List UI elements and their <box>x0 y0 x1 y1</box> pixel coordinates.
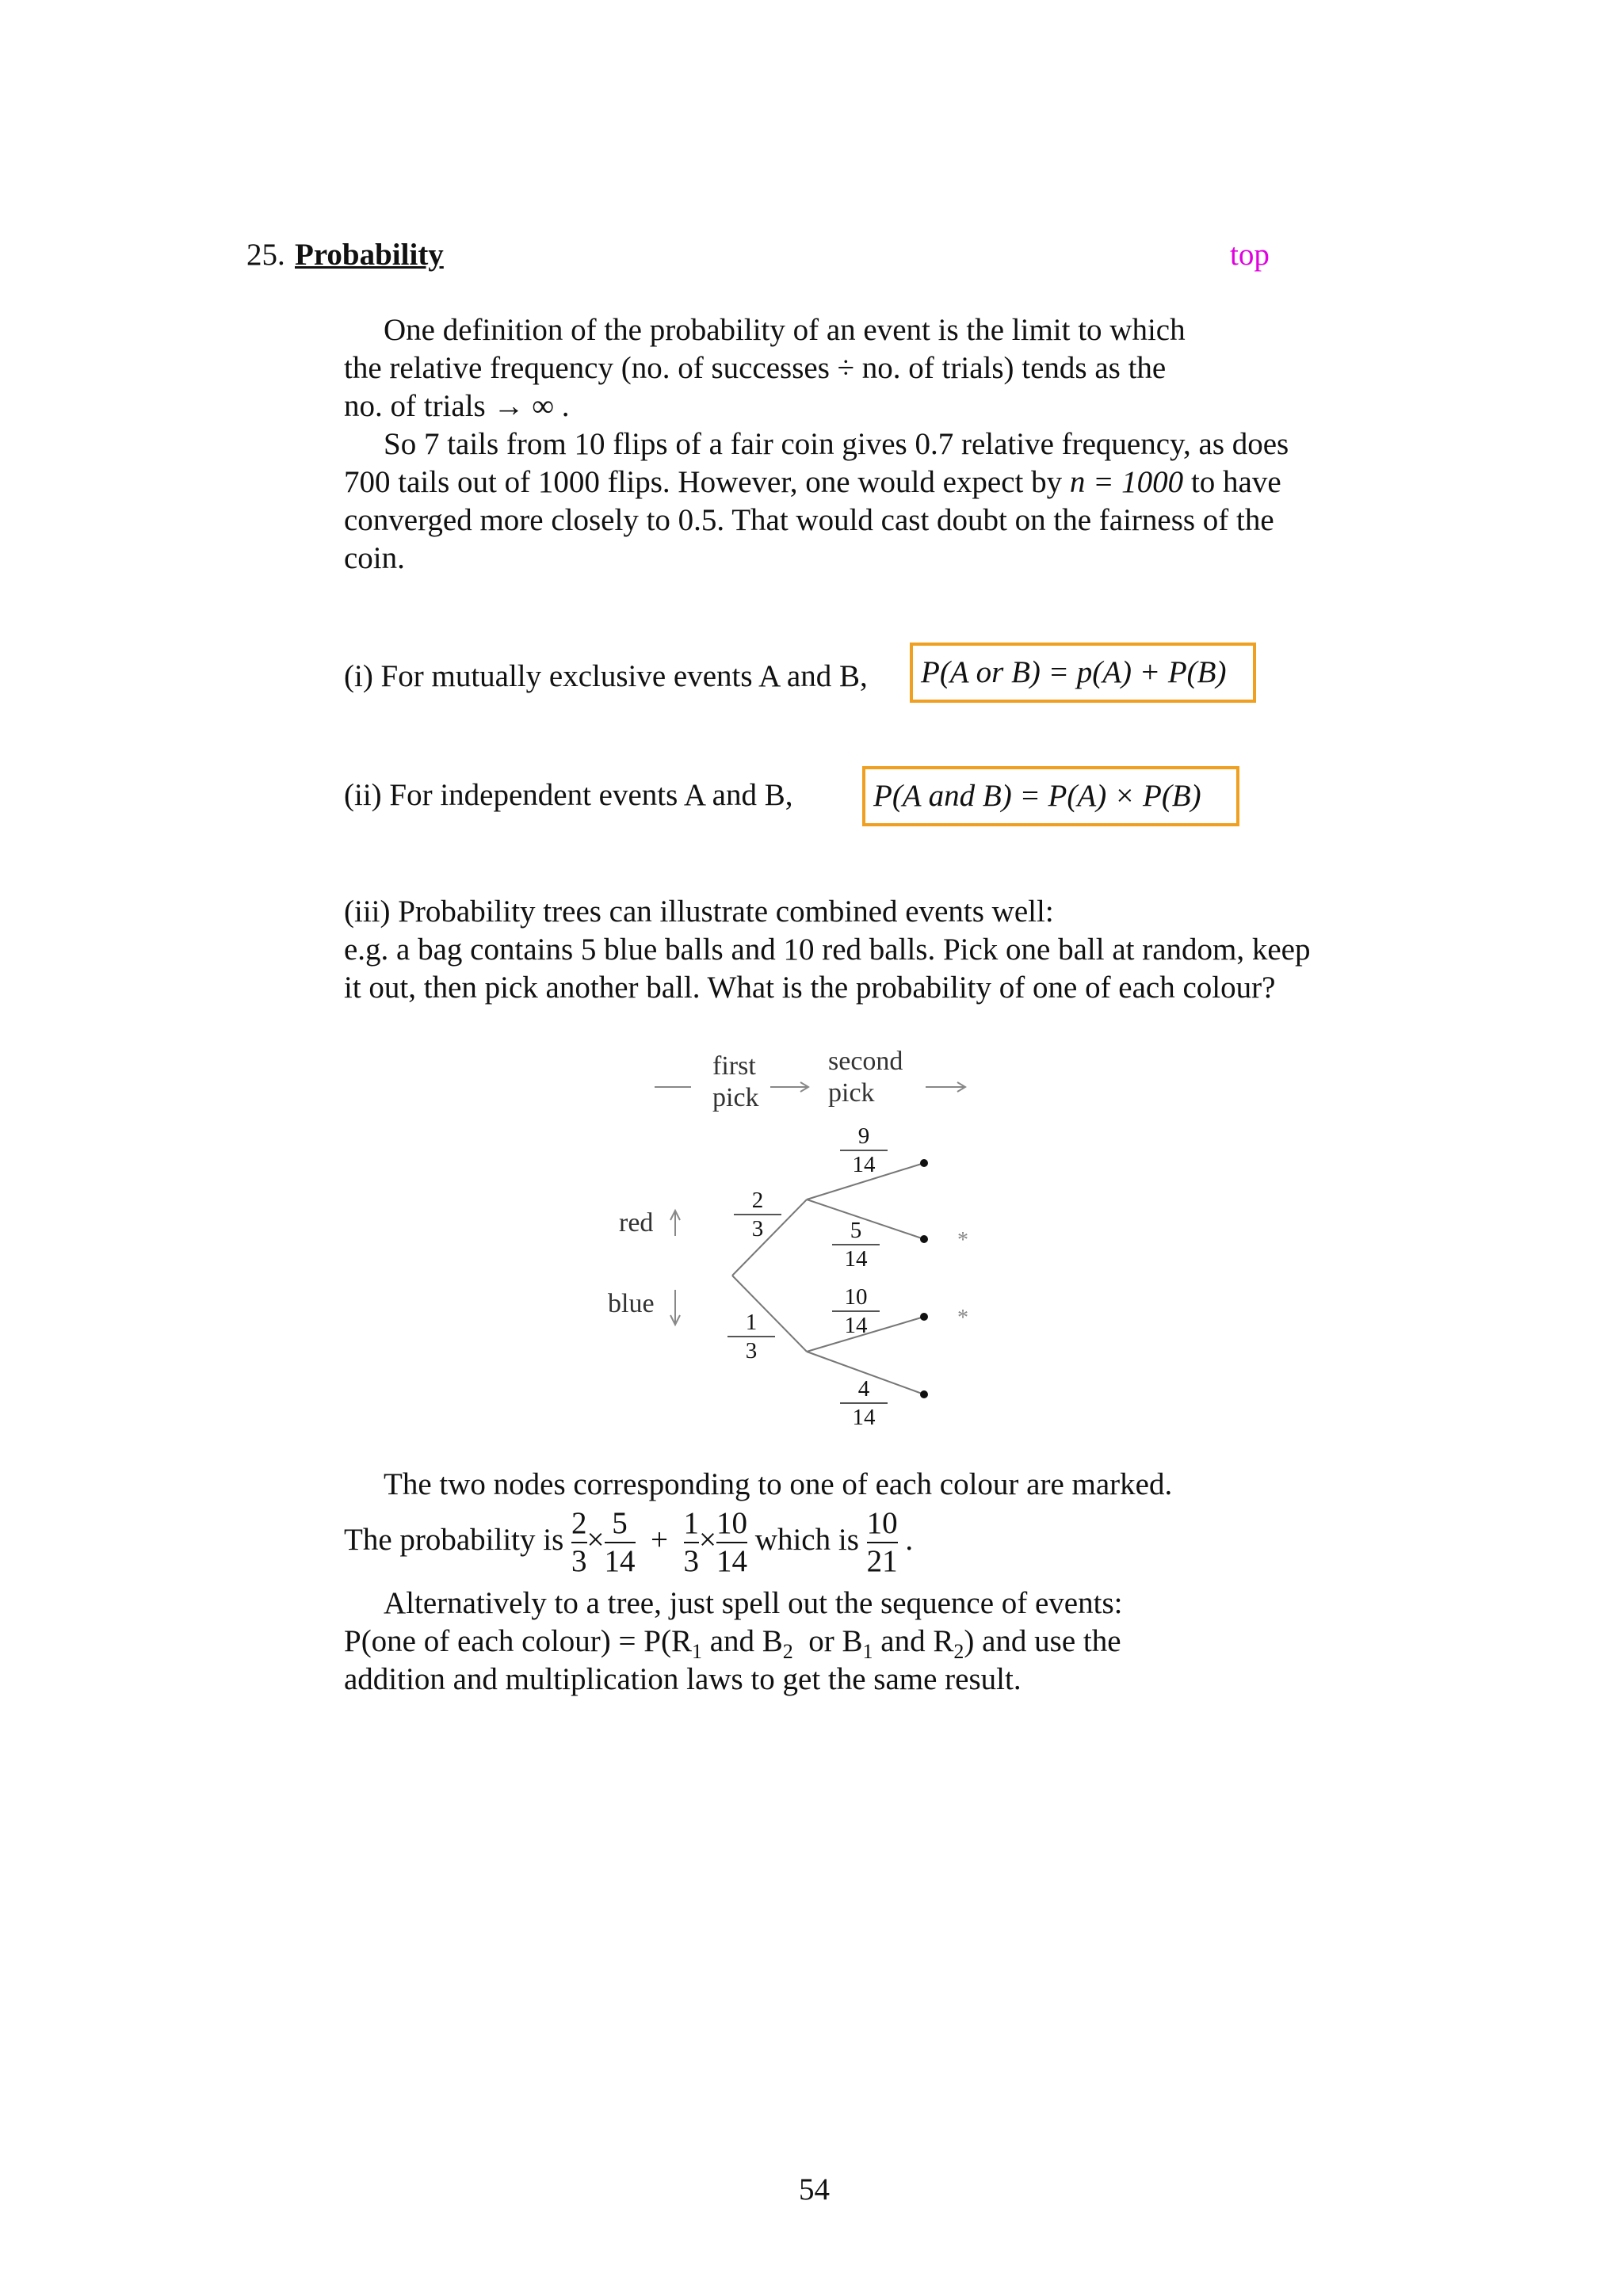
n-expression: n = 1000 <box>1069 465 1184 499</box>
alt-text: ) and use the <box>964 1624 1121 1658</box>
rule-ii-formula: P(A and B) = P(A) × P(B) <box>873 779 1201 813</box>
denominator: 3 <box>734 1214 781 1242</box>
second-pick-label-1: second <box>828 1047 903 1076</box>
denominator: 14 <box>832 1310 880 1339</box>
intro-line: converged more closely to 0.5. That would cast doubt on the fairness of the <box>344 503 1274 537</box>
fraction-blue-blue <box>840 1375 888 1431</box>
denominator: 14 <box>840 1150 888 1178</box>
numerator: 5 <box>612 1506 628 1540</box>
denominator: 21 <box>867 1542 898 1580</box>
numerator: 2 <box>571 1506 587 1540</box>
trees-line: (iii) Probability trees can illustrate combined events well: <box>344 894 1054 929</box>
section-title: Probability <box>295 238 444 272</box>
alt-text: and B <box>709 1624 783 1658</box>
page-number: 54 <box>799 2172 830 2206</box>
alt-text: and R <box>880 1624 954 1658</box>
numerator: 9 <box>857 1123 870 1149</box>
second-pick-label-2: pick <box>828 1078 875 1108</box>
numerator: 10 <box>866 1506 898 1540</box>
fraction-branch-red <box>734 1187 781 1242</box>
alternative-line-1: Alternatively to a tree, just spell out the sequence of events: <box>384 1586 1123 1620</box>
fraction-result <box>867 1505 898 1580</box>
fraction-branch-blue <box>727 1309 775 1364</box>
intro-line: no. of trials → ∞ . <box>344 389 570 423</box>
intro-line: coin. <box>344 541 405 575</box>
node-blue-blue <box>920 1390 928 1398</box>
red-label: red <box>619 1208 654 1238</box>
denominator: 14 <box>832 1244 880 1272</box>
intro-text: 700 tails out of 1000 flips. However, one would expect by <box>344 465 1063 499</box>
fraction-10-14 <box>716 1505 747 1580</box>
numerator: 4 <box>857 1376 870 1402</box>
first-pick-label-2: pick <box>712 1083 759 1112</box>
fraction-5-14 <box>605 1505 636 1580</box>
intro-line: the relative frequency (no. of successes ÷ no. of trials) tends as the <box>344 351 1167 385</box>
alt-text: P(one of each colour) = P(R <box>344 1624 692 1658</box>
fraction-2-3 <box>571 1505 587 1580</box>
trees-line: e.g. a bag contains 5 blue balls and 10 red balls. Pick one ball at random, keep <box>344 933 1311 967</box>
node-blue-red <box>920 1313 928 1321</box>
blue-label: blue <box>608 1289 655 1318</box>
numerator: 5 <box>850 1218 862 1243</box>
probability-prefix: The probability is <box>344 1522 564 1557</box>
fraction-red-red <box>840 1123 888 1178</box>
marker-red-blue: * <box>957 1228 968 1253</box>
subscript: 2 <box>953 1639 964 1663</box>
denominator: 3 <box>684 1542 700 1580</box>
alternative-line-3: addition and multiplication laws to get the same result. <box>344 1662 1022 1696</box>
subscript: 2 <box>782 1639 793 1663</box>
nodes-marked-text: The two nodes corresponding to one of each colour are marked. <box>384 1467 1173 1501</box>
denominator: 14 <box>716 1542 747 1580</box>
trees-line: it out, then pick another ball. What is the probability of one of each colour? <box>344 971 1276 1005</box>
node-red-blue <box>920 1235 928 1243</box>
intro-line: One definition of the probability of an event is the limit to which <box>384 313 1186 347</box>
fraction-red-blue <box>832 1217 880 1272</box>
denominator: 3 <box>571 1542 587 1580</box>
section-number: 25. <box>246 238 285 272</box>
numerator: 10 <box>716 1506 748 1540</box>
alt-text: or B <box>808 1624 863 1658</box>
numerator: 1 <box>745 1310 758 1335</box>
numerator: 10 <box>844 1284 868 1310</box>
denominator: 3 <box>727 1336 775 1364</box>
probability-expression: The probability is $\frac{2}{3}$ × $\frac{5}{14}$ + $\frac{1}{3}$ × $\frac{10}{14}$ which is $\frac{10}{21}$ . <box>344 1506 914 1578</box>
rule-i-text: (i) For mutually exclusive events A and B, <box>344 659 868 693</box>
which-is-text: which is <box>754 1522 859 1557</box>
marker-blue-red: * <box>957 1306 968 1330</box>
intro-text: to have <box>1190 465 1281 499</box>
intro-line: So 7 tails from 10 flips of a fair coin gives 0.7 relative frequency, as does <box>384 427 1289 461</box>
alternative-line-2 <box>344 1623 1121 1661</box>
numerator: 2 <box>751 1188 764 1213</box>
numerator: 1 <box>683 1506 700 1540</box>
subscript: 1 <box>862 1639 873 1663</box>
top-link[interactable]: top <box>1230 238 1270 272</box>
fraction-1-3 <box>684 1505 700 1580</box>
denominator: 14 <box>840 1402 888 1431</box>
fraction-blue-red <box>832 1283 880 1339</box>
subscript: 1 <box>691 1639 702 1663</box>
node-red-red <box>920 1159 928 1167</box>
denominator: 14 <box>605 1542 636 1580</box>
rule-ii-text: (ii) For independent events A and B, <box>344 778 793 812</box>
rule-i-formula: P(A or B) = p(A) + P(B) <box>921 655 1227 689</box>
first-pick-label-1: first <box>712 1051 756 1081</box>
